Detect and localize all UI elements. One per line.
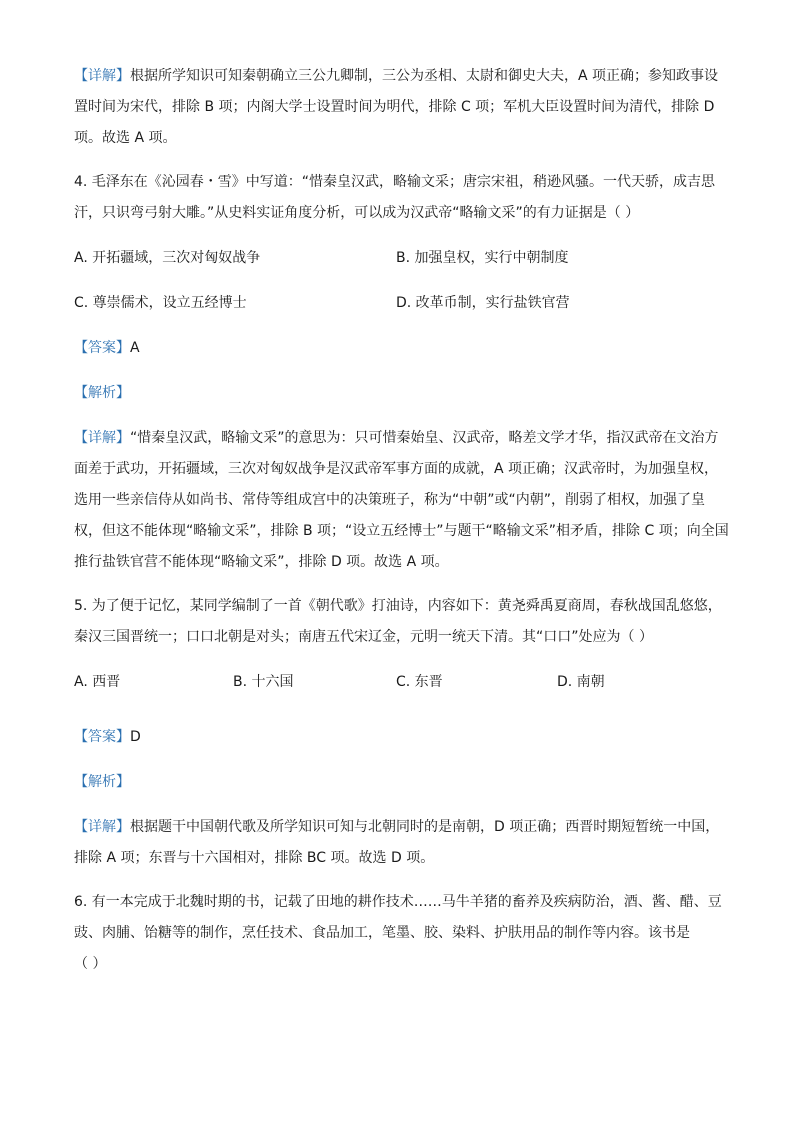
detail-tag: 【详解】 xyxy=(74,68,130,84)
q4-option-c: C. 尊崇儒术，设立五经博士 xyxy=(74,295,247,311)
q5-detail-line-1: 【详解】根据题干中国朝代歌及所学知识可知与北朝同时的是南朝，D 项正确；西晋时期短暂统一中国， xyxy=(74,819,720,835)
q4-answer: 【答案】A xyxy=(74,340,140,356)
prev-detail-line-3: 项。故选 A 项。 xyxy=(74,130,177,146)
q4-detail-line-2: 面差于武功，开拓疆域，三次对匈奴战争是汉武帝军事方面的成就，A 项正确；汉武帝时，为加强皇权， xyxy=(74,461,719,477)
q6-stem-line-2: 豉、肉脯、饴糖等的制作，烹任技术、食品加工，笔墨、胶、染料、护肤用品的制作等内容。该书是 xyxy=(74,925,690,941)
q4-analysis-label: 【解析】 xyxy=(74,385,130,401)
q4-detail-line-5: 推行盐铁官营不能体现“略输文采”，排除 D 项。故选 A 项。 xyxy=(74,554,449,570)
detail-tag: 【详解】 xyxy=(74,430,130,446)
prev-detail-line-2: 置时间为宋代，排除 B 项；内阁大学士设置时间为明代，排除 C 项；军机大臣设置时间为清代，排除 D xyxy=(74,99,715,115)
q5-option-c: C. 东晋 xyxy=(396,674,443,690)
q5-analysis-label: 【解析】 xyxy=(74,774,130,790)
q5-option-b: B. 十六国 xyxy=(233,674,294,690)
q5-option-d: D. 南朝 xyxy=(557,674,605,690)
q4-detail-line-4: 权，但这不能体现“略输文采”，排除 B 项；“设立五经博士”与题干“略输文采”相矛盾，排除 C 项；向全国 xyxy=(74,523,729,539)
q4-stem-line-1: 4. 毛泽东在《沁园春・雪》中写道：“惜秦皇汉武，略输文采；唐宗宋祖，稍逊风骚。一代天骄，成吉思 xyxy=(74,174,716,190)
q5-stem-line-2: 秦汉三国晋统一；口口北朝是对头；南唐五代宋辽金，元明一统天下清。其“口口”处应为（ ） xyxy=(74,629,653,645)
q4-option-a: A. 开拓疆域，三次对匈奴战争 xyxy=(74,250,261,266)
q5-option-a: A. 西晋 xyxy=(74,674,121,690)
prev-detail-line-1: 【详解】根据所学知识可知秦朝确立三公九卿制，三公为丞相、太尉和御史大夫，A 项正确；参知政事设 xyxy=(74,68,719,84)
q5-answer: 【答案】D xyxy=(74,729,141,745)
q6-stem-line-3: （ ） xyxy=(74,956,107,972)
q4-stem-line-2: 汗，只识弯弓射大雕。”从史料实证角度分析，可以成为汉武帝“略输文采”的有力证据是（ ） xyxy=(74,205,640,221)
q4-option-d: D. 改革币制，实行盐铁官营 xyxy=(396,295,570,311)
answer-tag: 【答案】 xyxy=(74,729,130,745)
q4-detail-line-3: 选用一些亲信侍从如尚书、常侍等组成宫中的决策班子，称为“中朝”或“内朝”，削弱了相权，加强了皇 xyxy=(74,492,706,508)
q6-stem-line-1: 6. 有一本完成于北魏时期的书，记载了田地的耕作技术……马牛羊猪的畜养及疾病防治，酒、酱、醋、豆 xyxy=(74,894,722,910)
answer-tag: 【答案】 xyxy=(74,340,130,356)
q4-option-b: B. 加强皇权，实行中朝制度 xyxy=(396,250,569,266)
q5-detail-line-2: 排除 A 项；东晋与十六国相对，排除 BC 项。故选 D 项。 xyxy=(74,850,435,866)
q4-detail-line-1: 【详解】“惜秦皇汉武，略输文采”的意思为：只可惜秦始皇、汉武帝，略差文学才华，指汉武帝在文治方 xyxy=(74,430,719,446)
detail-tag: 【详解】 xyxy=(74,819,130,835)
q5-stem-line-1: 5. 为了便于记忆，某同学编制了一首《朝代歌》打油诗，内容如下：黄尧舜禹夏商周，春秋战国乱悠悠， xyxy=(74,598,722,614)
